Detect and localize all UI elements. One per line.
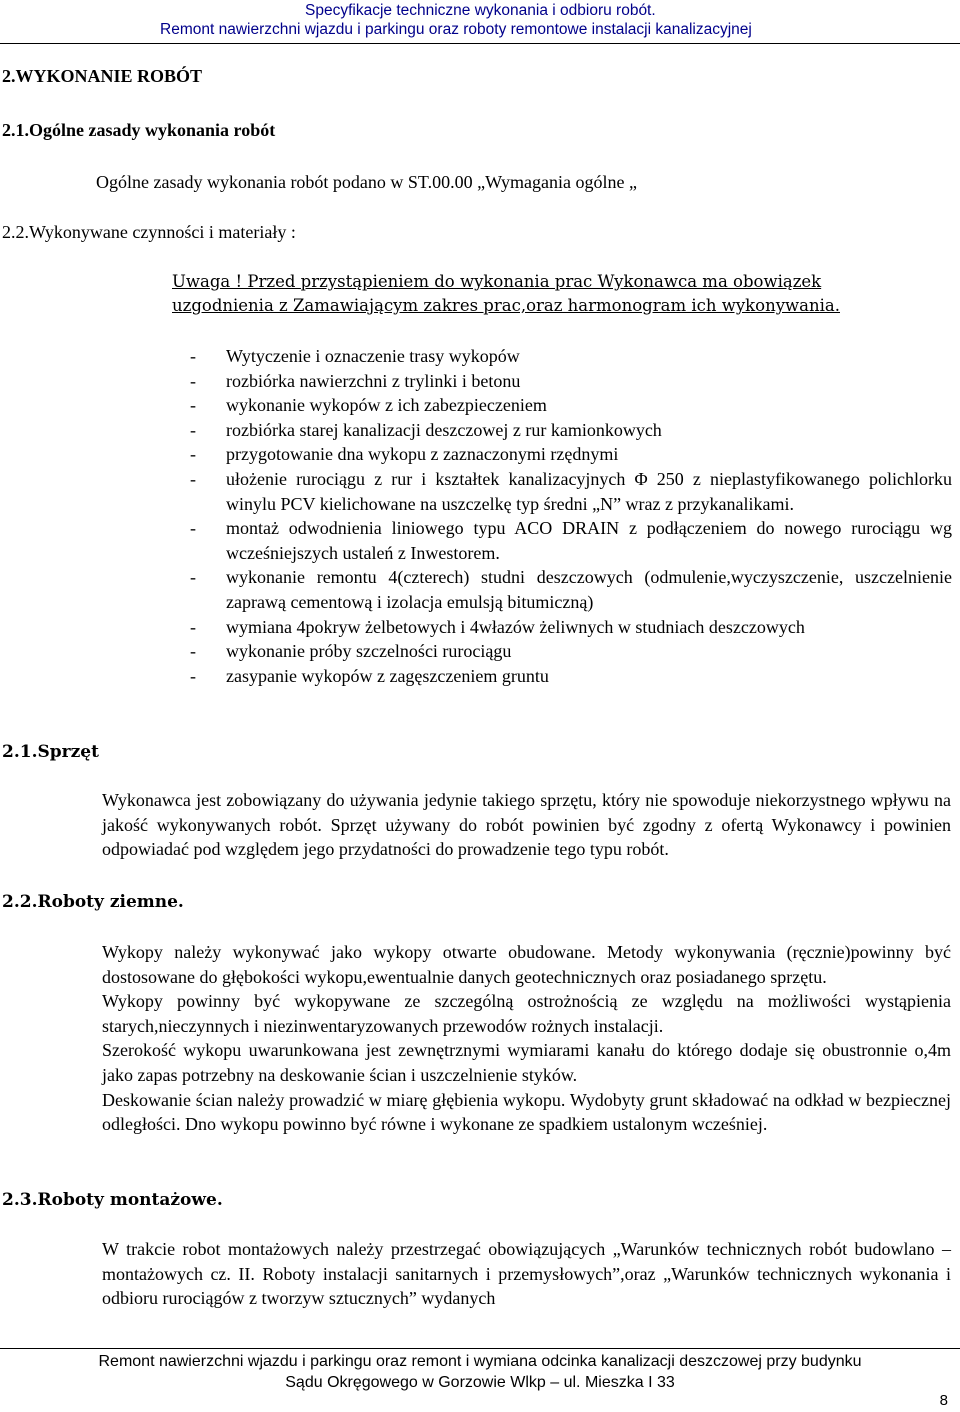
equipment-text: Wykonawca jest zobowiązany do używania jedynie takiego sprzętu, który nie spowoduje niekorzystnego wpływu na jakość wykonywanych robót. Sprzęt używany do robót powinien być zgodny z ofertą Wykonawcy i powinien odpowiadać pod względem jego przydatności do prowadzenie tego typu robót.: [102, 790, 951, 860]
note-line-2: uzgodnienia z Zamawiającym zakres prac,oraz harmonogram ich wykonywania.: [172, 296, 840, 315]
earthworks-paragraph: Deskowanie ścian należy prowadzić w miarę głębienia wykopu. Wydobyty grunt składować na odkład w bezpiecznej odległości. Dno wykopu powinno być równe i wykonane ze spadkiem ustalonym wcześniej.: [102, 1089, 951, 1135]
list-item: - rozbiórka nawierzchni z trylinki i betonu: [190, 370, 521, 391]
earthworks-paragraph: Szerokość wykopu uwarunkowana jest zewnętrznymi wymiarami kanału do którego dodaje się obustronnie o,4m jako zapas potrzebny na deskowanie ścian i uszczelnienie styków.: [102, 1040, 951, 1085]
page-footer: [0, 1348, 960, 1393]
list-item: - zasypanie wykopów z zagęszczeniem gruntu: [190, 665, 549, 686]
list-item: - wykonanie próby szczelności rurociągu: [190, 641, 512, 662]
list-item: - wymiana 4pokryw żelbetowych i 4włazów żeliwnych w studniach deszczowych: [190, 616, 805, 637]
earthworks-paragraphs: [102, 940, 951, 1137]
header-line-1: Specyfikacje techniczne wykonania i odbioru robót.: [305, 2, 656, 19]
assembly-paragraph: [102, 1237, 951, 1311]
list-item: - ułożenie rurociągu z rur i kształtek kanalizacyjnych Φ 250 z nieplastyfikowanego polichlorku winylu PCV kielichowane na uszczelkę typ średni „N” wraz z przykanalikami.: [190, 468, 952, 514]
subsection-2-2-title: 2.2.Wykonywane czynności i materiały :: [2, 222, 296, 242]
list-item: - wykonanie wykopów z ich zabezpieczeniem: [190, 395, 547, 416]
page-number: 8: [939, 1392, 948, 1409]
task-list: [190, 344, 952, 688]
page-header: [0, 0, 960, 44]
earthworks-paragraph: Wykopy powinny być wykopywane ze szczególną ostrożnością ze względu na możliwości wystąpienia starych,nieczynnych i niezinwentaryzowanych przewodów rożnych instalacji.: [102, 991, 951, 1036]
equipment-title: 2.1.Sprzęt: [2, 742, 99, 762]
subsection-2-1-title: 2.1.Ogólne zasady wykonania robót: [2, 120, 276, 140]
equipment-paragraph: [102, 788, 951, 862]
list-item: - montaż odwodnienia liniowego typu ACO DRAIN z podłączeniem do nowego rurociągu wg wcześniejszych ustaleń z Inwestorem.: [190, 518, 952, 563]
header-line-2: Remont nawierzchni wjazdu i parkingu oraz roboty remontowe instalacji kanalizacyjnej: [160, 21, 752, 38]
section-title: 2.WYKONANIE ROBÓT: [2, 66, 203, 86]
assembly-text: W trakcie robot montażowych należy przestrzegać obowiązujących „Warunków technicznych robót budowlano – montażowych cz. II. Roboty instalacji sanitarnych i przemysłowych”,oraz „Warunków technicznych wykonania i odbioru rurociągów z tworzyw sztucznych” wydanych: [102, 1239, 951, 1309]
note-line-1: Uwaga ! Przed przystąpieniem do wykonania prac Wykonawca ma obowiązek: [172, 272, 822, 291]
list-item: - rozbiórka starej kanalizacji deszczowej z rur kamionkowych: [190, 419, 662, 440]
earthworks-title: 2.2.Roboty ziemne.: [2, 892, 184, 912]
list-item: - Wytyczenie i oznaczenie trasy wykopów: [190, 346, 520, 366]
subsection-2-1-text: Ogólne zasady wykonania robót podano w ST.00.00 „Wymagania ogólne „: [96, 172, 637, 192]
footer-line-2: Sądu Okręgowego w Gorzowie Wlkp – ul. Mieszka I 33: [285, 1374, 675, 1391]
list-item: - wykonanie remontu 4(czterech) studni deszczowych (odmulenie,wyczyszczenie, uszczelnienie zaprawą cementową i izolacja emulsją bitumiczną): [190, 567, 952, 612]
earthworks-paragraph: Wykopy należy wykonywać jako wykopy otwarte obudowane. Metody wykonywania (ręcznie)powinny być dostosowane do głębokości wykopu,ewentualnie danych geotechnicznych oraz posiadanego sprzętu.: [102, 942, 951, 987]
footer-line-1: Remont nawierzchni wjazdu i parkingu oraz remont i wymiana odcinka kanalizacji deszczowej przy budynku: [98, 1353, 862, 1370]
list-item: - przygotowanie dna wykopu z zaznaczonymi rzędnymi: [190, 444, 619, 465]
assembly-title: 2.3.Roboty montażowe.: [2, 1190, 223, 1210]
